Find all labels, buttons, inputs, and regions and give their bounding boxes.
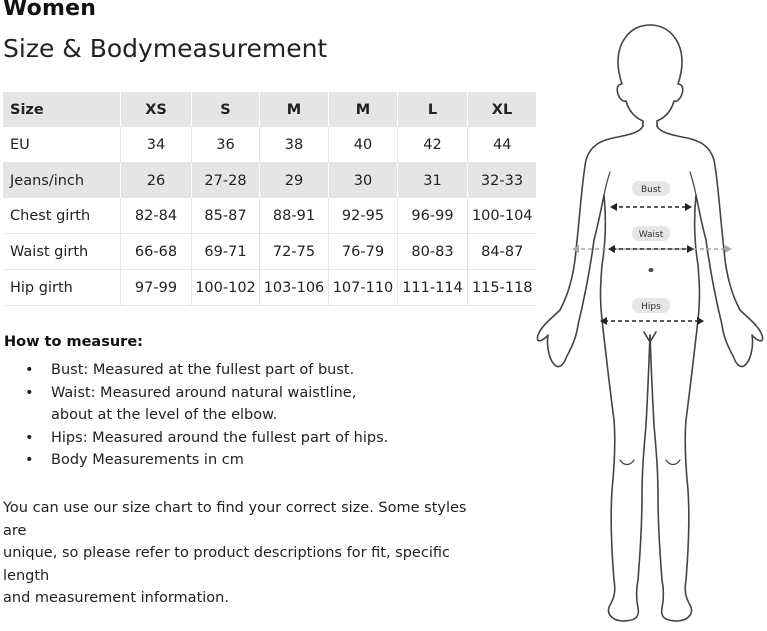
table-cell: 26: [121, 163, 192, 199]
table-cell: 85-87: [192, 198, 260, 234]
size-header-m: M: [260, 92, 329, 127]
size-note: [3, 497, 493, 610]
list-item: [3, 427, 388, 450]
list-item: [3, 449, 388, 472]
bust-label: Bust: [640, 185, 662, 195]
table-row: [3, 270, 537, 306]
list-item-text: Bust: Measured at the fullest part of bust.: [51, 362, 355, 378]
table-cell: 107-110: [329, 270, 398, 306]
how-to-list: [3, 359, 388, 472]
table-cell: 96-99: [398, 198, 468, 234]
table-cell: 42: [398, 127, 468, 163]
row-label: Waist girth: [3, 234, 121, 270]
table-cell: 34: [121, 127, 192, 163]
row-label: Hip girth: [3, 270, 121, 306]
size-header-xl: XL: [468, 92, 537, 127]
row-label: EU: [3, 127, 121, 163]
size-header-m-2: M: [329, 92, 398, 127]
how-to-heading: How to measure:: [4, 334, 143, 350]
size-table: [3, 92, 537, 306]
table-row: [3, 234, 537, 270]
table-cell: 80-83: [398, 234, 468, 270]
bullet-icon: •: [25, 429, 34, 446]
note-line: and measurement information.: [3, 590, 229, 606]
table-cell: 31: [398, 163, 468, 199]
table-cell: 88-91: [260, 198, 329, 234]
table-cell: 30: [329, 163, 398, 199]
hips-label: Hips: [641, 302, 661, 312]
table-row: [3, 163, 537, 199]
bullet-icon: •: [25, 362, 34, 378]
list-item-text: Waist: Measured around natural waistline,: [51, 384, 357, 401]
list-item-text: Hips: Measured around the fullest part of hips.: [51, 429, 389, 446]
list-item-continuation: [3, 404, 388, 427]
table-cell: 38: [260, 127, 329, 163]
table-cell: 69-71: [192, 234, 260, 270]
table-cell: 32-33: [468, 163, 537, 199]
row-label: Chest girth: [3, 198, 121, 234]
table-cell: 103-106: [260, 270, 329, 306]
table-cell: 92-95: [329, 198, 398, 234]
table-cell: 66-68: [121, 234, 192, 270]
note-line: unique, so please refer to product descriptions for fit, specific length: [3, 545, 450, 584]
table-cell: 36: [192, 127, 260, 163]
table-cell: 115-118: [468, 270, 537, 306]
size-header-s: S: [192, 92, 260, 127]
list-item: [3, 359, 388, 382]
table-row: [3, 127, 537, 163]
waist-label: Waist: [638, 230, 664, 240]
row-label: Jeans/inch: [3, 163, 121, 199]
table-cell: 100-104: [468, 198, 537, 234]
page-title: Women: [3, 0, 97, 21]
table-cell: 100-102: [192, 270, 260, 306]
navel-dot: [649, 268, 654, 272]
page-subtitle: Size & Bodymeasurement: [3, 34, 328, 63]
note-line: You can use our size chart to find your correct size. Some styles are: [3, 500, 467, 539]
table-cell: 97-99: [121, 270, 192, 306]
size-header-label: Size: [3, 92, 121, 127]
size-table-header-row: [3, 92, 537, 127]
body-outline-icon: [530, 0, 767, 631]
bullet-icon: •: [25, 452, 34, 468]
table-cell: 84-87: [468, 234, 537, 270]
table-cell: 27-28: [192, 163, 260, 199]
table-cell: 82-84: [121, 198, 192, 234]
size-header-xs: XS: [121, 92, 192, 127]
list-item-text: Body Measurements in cm: [51, 452, 244, 468]
size-header-l: L: [398, 92, 468, 127]
table-cell: 29: [260, 163, 329, 199]
table-cell: 44: [468, 127, 537, 163]
bullet-icon: •: [25, 384, 34, 401]
table-cell: 40: [329, 127, 398, 163]
table-cell: 76-79: [329, 234, 398, 270]
body-outline: [537, 25, 762, 621]
list-item-text: about at the level of the elbow.: [51, 407, 278, 423]
table-row: [3, 198, 537, 234]
table-cell: 111-114: [398, 270, 468, 306]
list-item: [3, 382, 388, 405]
table-cell: 72-75: [260, 234, 329, 270]
